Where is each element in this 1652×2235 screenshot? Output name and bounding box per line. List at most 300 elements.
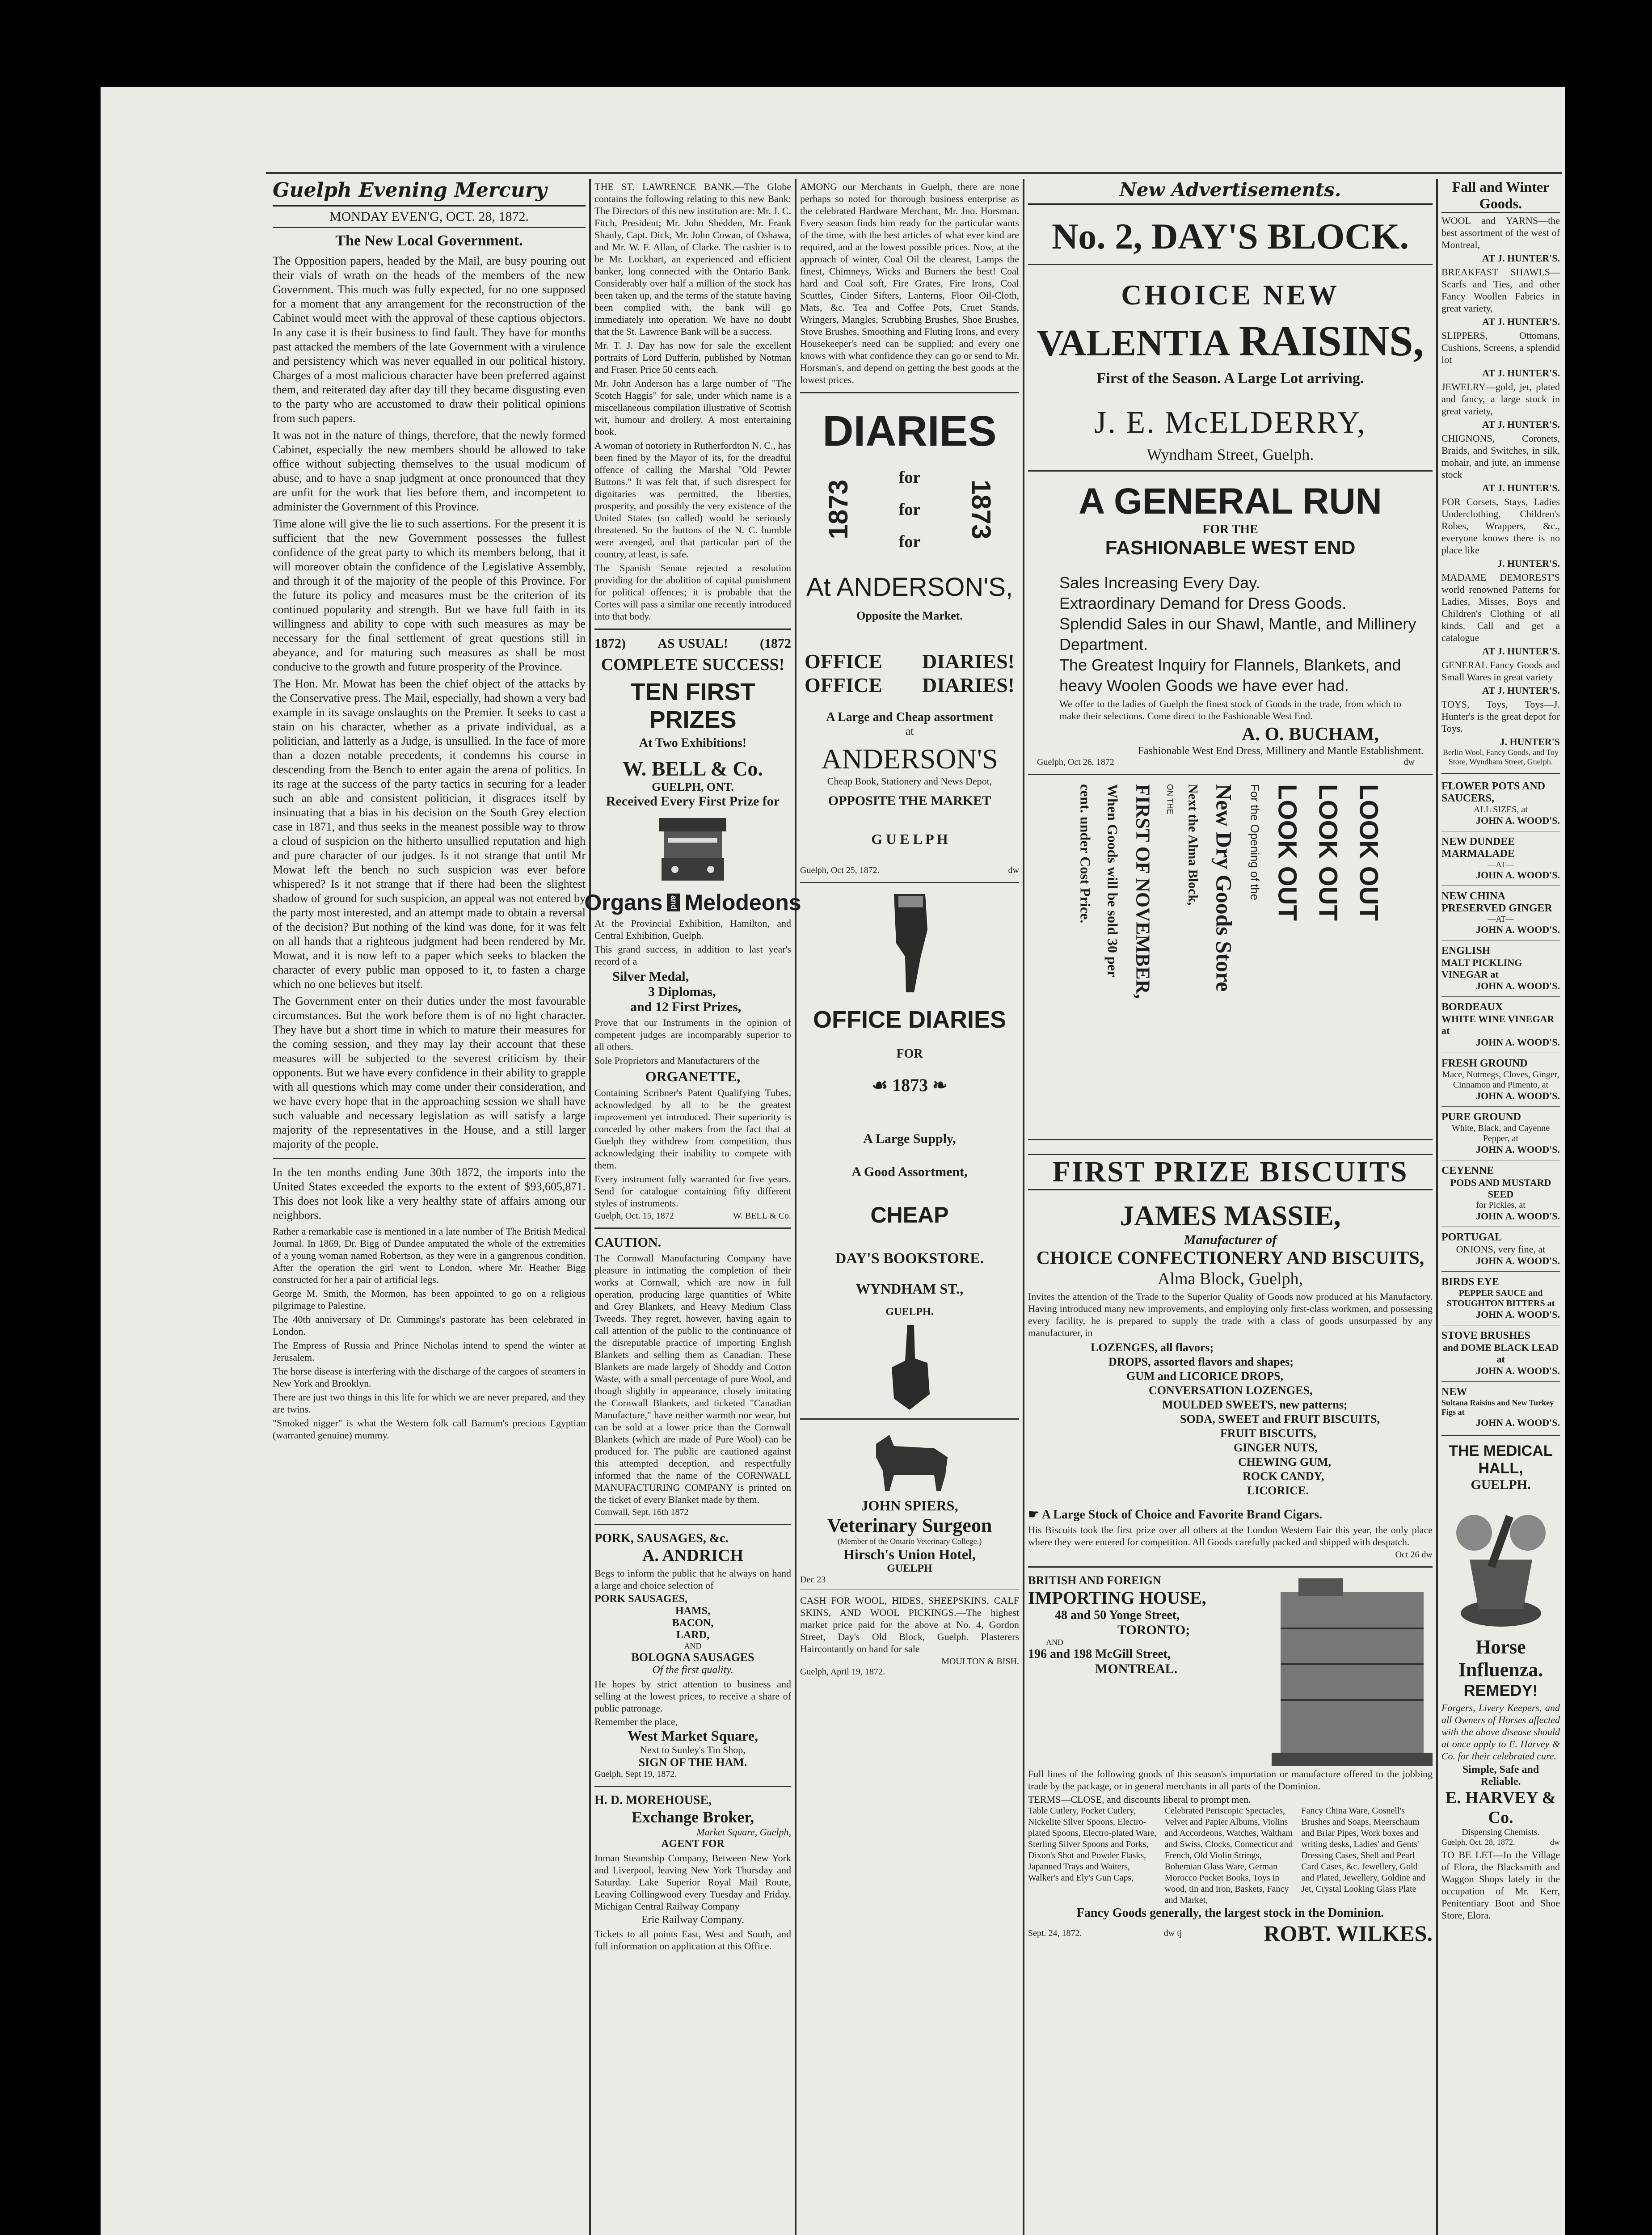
sole-proprietors: Sole Proprietors and Manufacturers of the — [594, 1055, 760, 1066]
year-label: 1873 — [892, 1075, 928, 1095]
new-advertisements-header: New Advertisements. — [1028, 179, 1433, 205]
divider — [1028, 264, 1433, 265]
ad-date: Guelph, Oct 25, 1872. — [800, 865, 880, 875]
wood-sig: JOHN A. WOOD'S. — [1476, 1144, 1560, 1155]
wood-sig: JOHN A. WOOD'S. — [1476, 924, 1560, 935]
for-label: for — [898, 532, 921, 551]
lookout-text: cent. under Cost Price. — [1077, 784, 1094, 924]
hunter-sig: AT J. HUNTER'S. — [1482, 367, 1560, 379]
year-vertical: 1873 — [966, 480, 996, 540]
fancy-goods: Fancy Goods generally, the largest stock in the Dominion. — [1076, 1906, 1384, 1920]
wood-item-sub: PODS AND MUSTARD SEED — [1450, 1177, 1551, 1200]
product-line: GINGER NUTS, — [1234, 1441, 1318, 1454]
product-line: SODA, SWEET and FRUIT BISCUITS, — [1180, 1413, 1380, 1425]
divider — [594, 1786, 791, 1787]
article-paragraph: Time alone will give the lie to such assertions. For the present it is sufficient that the new Government possesses the fullest confidence of the great party to which its members belong, that it will moreover obtain the confidence of the Legislative Assembly, and through it of the majority of the people of this Province. For the future its policy and measures must be the criterion of its continued popularity and strength. But we have full faith in its willingness and ability to cope with such measures as may be necessary for the final settlement of great questions still in abeyance, and for maturing such measures as shall be most conducive to the growth and future prosperity of the Province. — [273, 517, 586, 673]
hunter-sig: AT J. HUNTER'S. — [1482, 419, 1560, 430]
fall-winter-head: Fall and Winter Goods. — [1441, 179, 1560, 213]
medical-guelph: GUELPH. — [1471, 1477, 1531, 1492]
wood-item: FLOWER POTS AND SAUCERS, — [1441, 780, 1546, 804]
spiers-name: JOHN SPIERS, — [861, 1497, 958, 1514]
guelph-label: GUELPH. — [885, 1306, 934, 1318]
article-paragraph: The Hon. Mr. Mowat has been the chief object of the attacks by the Conservative press. The Mail, especially, had shown a very bad example in its savage onslaughts on the Premier. It seeks to cast a stain on his character, whether as a private individual, as a politician, and latterly as a Judge, is unsullied. In the face of more than a dozen notable precedents, it condemns his course in descending from the Bench to enter again the arena of politics. In its rage at the success of the party tactics in securing for a leader such an able and consistent politician, it disgraces itself by insinuating that a bias in his decision on the South Grey election case in 1871, and thus seeks in the meanest possible way to throw a cloud of suspicion on the hitherto unsullied reputation and high and pure character of our judges. Is it not strange that until Mr Mowat left the bench no such suspicion was ever before whispered? Is it not strange that if there had been the slightest shadow of ground for such suspicion, an appeal was not entered by the party most interested, and an attempt made to obtain a reversal of the decision? But nothing of the kind was done, for it was felt on all hands that a righteous judgment had been rendered by Mr. Mowat, and it is now left to a paper which seeks to blacken the character of every public man opposed to it, to fasten a charge which no one believes but itself. — [273, 677, 586, 991]
importing-house: IMPORTING HOUSE, — [1028, 1588, 1206, 1608]
goods-list: Fancy China Ware, Gosnell's Brushes and Soaps, Meerschaum and Briar Pipes, Work boxes and writing desks, Ladies' and Gents' Dressing Cases, Shell and Pearl Card Cases, &c. Jewellery, Gold and Plated, Jewellery, Goldine and Jet, Crystal Looking Glass Plate — [1301, 1806, 1425, 1894]
hunter-item: CHIGNONS, Coronets, Braids, and Switches, in silk, mohair, and jute, an immense stock — [1441, 433, 1560, 480]
hunter-sig: J. HUNTER'S — [1500, 736, 1560, 747]
bullet-line: Splendid Sales in our Shawl, Mantle, and Millinery Department. — [1059, 615, 1416, 654]
product-item: BOLOGNA SAUSAGES — [631, 1651, 754, 1664]
for-label: FOR — [896, 1047, 923, 1061]
product-line: LOZENGES, all flavors; — [1091, 1341, 1214, 1354]
ad-footer — [1028, 757, 1433, 767]
ad-code: dw — [1403, 757, 1415, 767]
news-item: Mr. T. J. Day has now for sale the excellent portraits of Lord Dufferin, published by Notman and Fraser. Price 50 cents each. — [594, 340, 791, 375]
divider — [1441, 1381, 1560, 1382]
product-line: CHEWING GUM, — [1238, 1455, 1331, 1468]
morehouse-name: H. D. MOREHOUSE, — [594, 1793, 712, 1807]
bell-name: W. BELL & Co. — [622, 757, 763, 780]
broker-address: Market Square, Guelph, — [696, 1826, 791, 1838]
vet-member: (Member of the Ontario Veterinary College.) — [837, 1537, 982, 1546]
column-new-ads — [1028, 179, 1433, 1946]
cigars-line: ☛ A Large Stock of Choice and Favorite Brand Cigars. — [1028, 1508, 1323, 1522]
wood-item: NEW — [1441, 1386, 1467, 1398]
tickets-text: Tickets to all points East, West and South, and full information on application at this Office. — [594, 1928, 791, 1952]
divider — [594, 628, 791, 630]
pointing-hand-up-icon — [883, 1323, 936, 1412]
column-rule — [795, 179, 796, 2235]
product-line: ROCK CANDY, — [1243, 1470, 1324, 1483]
article-heading: The New Local Government. — [335, 232, 523, 249]
dateline: MONDAY EVEN'G, OCT. 28, 1872. — [273, 207, 586, 228]
first-prize-biscuits: FIRST PRIZE BISCUITS — [1028, 1154, 1433, 1190]
next-to: Next to Sunley's Tin Shop, — [640, 1744, 746, 1755]
days-bookstore: DAY'S BOOKSTORE. — [835, 1250, 984, 1267]
diaries-stack — [922, 649, 1015, 697]
newspaper-page — [101, 87, 1565, 2235]
hunter-sig: AT J. HUNTER'S. — [1482, 253, 1560, 264]
and-label: AND — [1046, 1638, 1063, 1647]
column-editorial — [273, 179, 586, 1443]
andrich-hopes: He hopes by strict attention to business and selling at the lowest prices, to receive a share of public patronage. — [594, 1678, 791, 1714]
ad-date: Guelph, Oct. 28, 1872. — [1441, 1838, 1515, 1847]
product-line: FRUIT BISCUITS, — [1220, 1427, 1316, 1440]
news-item: THE ST. LAWRENCE BANK.—The Globe contains the following relating to this new Bank: The Directors of this new institution are: Mr. J. C. Fitch, President; Mr. John Shedden, Mr. Frank Shanly, Capt. Dick, Mr. John Cowan, of Oshawa, and Mr. W. F. Allan, of Clarke. The cashier is to be Mr. Lockhart, an experienced and efficient banker, long connected with the Ontario Bank. Considerably over half a million of the stock has been taken up, and the terms of the statute having been complied with, the bank will go immediately into operation. We have no doubt that the St. Lawrence Bank will be a success. — [594, 181, 791, 337]
office-diaries-block — [800, 649, 1019, 697]
cigars-text: A Large Stock of Choice and Favorite Brand Cigars. — [1041, 1508, 1323, 1522]
news-item: A woman of notoriety in Rutherfordton N. C., has been fined by the Mayor of its, for the dreadful offence of calling the Marshal "Old Pewter Buttons." It was felt that, if such disrespect for dignitaries was permitted, the liberties, prosperity, and possibly the very existence of the United States (so called) would be seriously threatened. So the buttons of the N. C. bumble were avenged, and that particular part of the country, at least, is safe. — [594, 440, 791, 560]
wood-sig: JOHN A. WOOD'S. — [1476, 1417, 1560, 1428]
product-item: PORK SAUSAGES, — [594, 1593, 688, 1605]
cheap-label: CHEAP — [870, 1202, 949, 1227]
divider — [594, 1227, 791, 1229]
first-of-season: First of the Season. A Large Lot arriving. — [1096, 370, 1364, 387]
organette-title: ORGANETTE, — [645, 1068, 741, 1084]
wood-sig: JOHN A. WOOD'S. — [1476, 1309, 1560, 1320]
news-item: The Spanish Senate rejected a resolution providing for the abolition of capital punishment for political offences; it is probable that the Cortes will pass a similar one recently introduced into that body. — [594, 562, 791, 622]
wood-item: PURE GROUND — [1441, 1111, 1521, 1123]
product-line: DROPS, assorted flavors and shapes; — [1108, 1355, 1294, 1368]
ad-footer — [1441, 1838, 1560, 1847]
hunter-sig: J. HUNTER'S. — [1497, 558, 1560, 569]
manufacturer-of: Manufacturer of — [1184, 1232, 1277, 1247]
wilkes-name: ROBT. WILKES. — [1264, 1921, 1433, 1946]
bucham-sub: Fashionable West End Dress, Millinery and Mantle Establishment. — [1138, 745, 1424, 757]
guelph-spaced: G U E L P H — [871, 831, 948, 847]
agent-for: AGENT FOR — [661, 1838, 725, 1850]
hunter-store: Berlin Wool, Fancy Goods, and Toy Store, Wyndham Street, Guelph. — [1442, 748, 1559, 766]
hunter-item: GENERAL Fancy Goods and Small Wares in great variety — [1441, 659, 1560, 683]
ad-signature: W. BELL & Co. — [733, 1211, 791, 1221]
harvey-name: E. HARVEY & Co. — [1445, 1788, 1556, 1827]
importing-house-ad — [1028, 1574, 1433, 1766]
two-exhibitions: At Two Exhibitions! — [639, 736, 747, 750]
news-item: Rather a remarkable case is mentioned in a late number of The British Medical Journal. In 1869, Dr. Bigg of Dundee amputated the whole of the extremities of a young woman named Robertson, as they were in a gangrenous condition. After the operation the girl went to London, where Mr. Heather Bigg constructed for her a pair of artificial legs. — [273, 1226, 586, 1285]
lookout-text: For the Opening of the — [1248, 784, 1262, 901]
caution-text: The Cornwall Manufacturing Company have pleasure in intimating the completion of their works at Cornwall, which are now in full operation, producing large quantities of White and Grey Blankets, and Heavy Medium Class Tweeds. They regret, however, having again to call attention of the public to the continuance of the disreputable practice of importing English Blankets and selling them as Canadian. These Blankets are made largely of Shoddy and Cotton Waste, with a small percentage of pure Wool, and though slightly in appearance, closely imitating the Cornwall Blankets, and ticketed "Canadian Manufacture," have neither warmth nor wear, but can be sold at a lower price than the Cornwall Blankets (which are made of Pure Wool) can be produced for. The public are cautioned against this attempted deception, and respectfully informed that the name of the CORNWALL MANUFACTURING COMPANY is printed on the ticket of every Blanket made by them. — [594, 1252, 791, 1505]
news-item: "Smoked nigger" is what the Western folk call Barnum's precious Egyptian (warranted genuine) mummy. — [273, 1417, 586, 1441]
office-label: OFFICE — [805, 674, 882, 696]
horse-influenza: Horse Influenza. — [1458, 1636, 1543, 1681]
news-item: There are just two things in this life for which we are never prepared, and they are twins. — [273, 1392, 586, 1415]
at-label: at — [905, 725, 914, 738]
at-dash: —AT— — [1488, 860, 1514, 869]
wood-item-sub: for Pickles, at — [1476, 1200, 1526, 1210]
wood-item-sub: Mace, Nutmegs, Cloves, Ginger, Cinnamon and Pimento, at — [1442, 1070, 1559, 1090]
office-label: OFFICE — [805, 650, 882, 673]
divider — [800, 882, 1019, 883]
horse-illustration — [858, 1426, 961, 1493]
terms: TERMS—CLOSE, and discounts liberal to prompt men. — [1028, 1794, 1251, 1805]
andrich-intro: Begs to inform the public that he always on hand a large and choice selection of — [594, 1568, 791, 1591]
at-andersons: At ANDERSON'S, — [806, 573, 1013, 602]
pointing-hand-icon — [878, 890, 941, 997]
wood-item: NEW CHINA PRESERVED GINGER — [1441, 890, 1552, 914]
diaries-title: DIARIES — [822, 407, 997, 455]
ad-date: Guelph, Sept 19, 1872. — [594, 1769, 677, 1779]
medical-hall: THE MEDICAL HALL, — [1449, 1442, 1553, 1477]
wood-item-sub: PEPPER SAUCE and STOUGHTON BITTERS at — [1446, 1288, 1555, 1308]
wood-sig: JOHN A. WOOD'S. — [1476, 815, 1560, 826]
hunter-item: JEWELRY—gold, jet, plated and fancy, a large stock in great variety, — [1441, 381, 1560, 417]
wood-item: BIRDS EYE — [1441, 1276, 1499, 1288]
raisins-label: RAISINS, — [1239, 317, 1424, 365]
product-line: LICORICE. — [1247, 1484, 1309, 1497]
hunter-item: SLIPPERS, Ottomans, Cushions, Screens, a splendid lot — [1441, 330, 1560, 365]
product-line: GUM and LICORICE DROPS, — [1126, 1370, 1284, 1383]
news-item: George M. Smith, the Mormon, has been appointed to go on a religious pilgrimage to Palestine. — [273, 1288, 586, 1311]
ad-date: Dec 23 — [800, 1575, 826, 1585]
took-prize: His Biscuits took the first prize over all others at the London Western Fair this year, the only place where they were entered for competition. All Goods carefully packed and shipped with despatch. — [1028, 1524, 1433, 1548]
ad-date: Sept. 24, 1872. — [1028, 1928, 1082, 1938]
remember-text: Remember the place, — [594, 1716, 678, 1727]
diaries-label: DIARIES! — [922, 674, 1015, 696]
hunter-item: BREAKFAST SHAWLS—Scarfs and Ties, and other Fancy Woollen Fabrics in great variety, — [1441, 266, 1560, 314]
for-label: for — [898, 500, 921, 519]
divider — [1028, 470, 1433, 472]
at-dash: —AT— — [1488, 915, 1514, 924]
column-locals — [584, 179, 801, 1954]
ad-code: dw — [1550, 1838, 1560, 1847]
importing-text — [1028, 1574, 1267, 1766]
bullet-line: The Greatest Inquiry for Flannels, Blankets, and heavy Woolen Goods we have ever had. — [1059, 656, 1401, 695]
office-stack — [805, 649, 882, 697]
divider — [273, 1158, 586, 1159]
wood-sig: JOHN A. WOOD'S. — [1476, 1365, 1560, 1376]
days-block: No. 2, DAY'S BLOCK. — [1052, 216, 1409, 257]
hunter-item: MADAME DEMOREST'S world renowned Patterns for Ladies, Misses, Boys and Children's Clothing of all kinds. Call and get a catalogue — [1441, 572, 1560, 643]
divider — [1441, 996, 1560, 997]
product-line: MOULDED SWEETS, new patterns; — [1162, 1398, 1348, 1411]
to-be-let: TO BE LET—In the Village of Elora, the Blacksmith and Waggon Shops lately in the occupation of Mr. Kerr, Penitentiary Boot and Shoe Store, Elora. — [1441, 1849, 1560, 1921]
lookout-label: LOOK OUT — [1273, 784, 1302, 921]
sign-of-ham: SIGN OF THE HAM. — [638, 1756, 747, 1769]
for-the: FOR THE — [1202, 523, 1258, 536]
year-vertical: 1873 — [823, 480, 853, 540]
divider — [1441, 1271, 1560, 1272]
opposite-the-market: OPPOSITE THE MARKET — [828, 793, 991, 808]
british-foreign: BRITISH AND FOREIGN — [1028, 1574, 1161, 1587]
product-and: AND — [684, 1641, 702, 1650]
organs-label: Organs — [584, 890, 663, 915]
lookout-label: LOOK OUT — [1354, 784, 1383, 921]
confectionery: CHOICE CONFECTIONERY AND BISCUITS, — [1036, 1248, 1424, 1269]
remedy: REMEDY! — [1463, 1681, 1538, 1699]
product-item: BACON, — [672, 1617, 714, 1629]
fashionable-west-end: FASHIONABLE WEST END — [1105, 537, 1356, 559]
lookout-text: When Goods will be sold 30 per — [1104, 784, 1121, 978]
mcelderry-name: J. E. McELDERRY, — [1094, 405, 1366, 440]
divider — [1441, 1106, 1560, 1107]
mcgill-street: 196 and 198 McGill Street, — [1028, 1647, 1171, 1661]
general-run: A GENERAL RUN — [1079, 481, 1382, 522]
wood-sig: JOHN A. WOOD'S. — [1476, 1090, 1560, 1101]
masthead-title: Guelph Evening Mercury — [273, 179, 586, 207]
wyndham-street: Wyndham Street, Guelph. — [1146, 446, 1314, 464]
bucham-name: A. O. BUCHAM, — [1242, 724, 1379, 745]
wood-sig: JOHN A. WOOD'S. — [1476, 869, 1560, 881]
valentia-label: VALENTIA — [1037, 322, 1231, 364]
guelph-label: GUELPH — [887, 1563, 932, 1574]
diaries-years — [800, 456, 1019, 563]
hunter-item: FOR Corsets, Stays, Ladies Underclothing, Children's Robes, Wrappers, &c., everyone knows there is no place like — [1441, 496, 1560, 556]
alma-block: Alma Block, Guelph, — [1157, 1269, 1303, 1288]
wood-item: FRESH GROUND — [1441, 1058, 1528, 1069]
quality-note: Of the first quality. — [652, 1664, 733, 1676]
column-fall-goods — [1441, 179, 1560, 1923]
wood-item-sub: WHITE WINE VINEGAR at — [1441, 1013, 1555, 1036]
article-paragraph: The Opposition papers, headed by the Mail, are busy pouring out their vials of wrath on the heads of the members of the new Government. This much was fully expected, for no one supposed for a moment that any arrangement for the reconstruction of the Cabinet would meet with the approval of these captious objectors. In any case it is their business to find fault. They have for months past attacked the members of the late Government with a virulence and persistency which was never equalled in our political history. Charges of a most malicious character have been preferred against them, and reiterated day after day till they became disgusting even to the party who are accustomed to draw their political opinions from such papers. — [273, 254, 586, 425]
cash-wool-ad: CASH FOR WOOL, HIDES, SHEEPSKINS, CALF SKINS, AND WOOL PICKINGS.—The highest market price paid for the above at No. 4, Gordon Street, Day's Old Block, Guelph. Plasterers Haircontantly on hand for sale — [800, 1595, 1019, 1654]
organette-desc: Containing Scribner's Patent Qualifying Tubes, acknowledged by all to be the greatest improvement yet introduced. Their superiority is conceded by other makers from the fact that at Guelph they withdrew from competition, thus acknowledging their inability to compete with them. — [594, 1087, 791, 1171]
valentia-raisins — [1028, 316, 1433, 366]
union-hotel: Hirsch's Union Hotel, — [843, 1546, 976, 1562]
melodeons-label: Melodeons — [684, 890, 801, 915]
for-stack — [899, 461, 921, 558]
toronto: TORONTO; — [1117, 1623, 1190, 1637]
hunter-item: TOYS, Toys, Toys—J. Hunter's is the great depot for Toys. — [1441, 699, 1560, 734]
dispensing-chemists: Dispensing Chemists. — [1462, 1827, 1540, 1837]
wood-item: BORDEAUX — [1441, 1001, 1503, 1013]
wood-sig: JOHN A. WOOD'S. — [1476, 1255, 1560, 1266]
first-of-november: FIRST OF NOVEMBER, — [1132, 784, 1154, 999]
bell-location: GUELPH, ONT. — [652, 780, 734, 793]
agent-list: Inman Steamship Company, Between New York and Liverpool, leaving New York Thursday and Saturday. Lake Superior Royal Mail Route, Leaving Collingwood every Tuesday and Friday. Michigan Central Railway Company — [594, 1852, 791, 1912]
wood-item-sub: Sultana Raisins and New Turkey Figs at — [1441, 1398, 1554, 1417]
divider — [800, 1418, 1019, 1420]
vet-surgeon: Veterinary Surgeon — [827, 1514, 992, 1536]
erie-railway: Erie Railway Company. — [641, 1914, 744, 1926]
complete-success: COMPLETE SUCCESS! — [601, 655, 785, 674]
divider — [1441, 1435, 1560, 1436]
hunter-sig: AT J. HUNTER'S. — [1482, 482, 1560, 493]
wyndham-st: WYNDHAM ST., — [856, 1281, 964, 1297]
ad-date: Guelph, Oct 26, 1872 — [1037, 757, 1114, 767]
wood-sig: JOHN A. WOOD'S. — [1476, 980, 1560, 991]
large-cheap: A Large and Cheap assortment — [826, 710, 993, 724]
exchange-broker: Exchange Broker, — [631, 1808, 754, 1826]
ad-date: Guelph, April 19, 1872. — [800, 1667, 885, 1677]
first-prizes: and 12 First Prizes, — [630, 999, 742, 1014]
organs-melodeons — [584, 890, 801, 915]
ad-footer — [594, 1211, 791, 1221]
wood-item-sub: MALT PICKLING VINEGAR at — [1441, 957, 1522, 980]
andrich-name: A. ANDRICH — [642, 1546, 743, 1565]
wood-sig: JOHN A. WOOD'S. — [1476, 1210, 1560, 1222]
lookout-text: ON THE — [1165, 784, 1175, 814]
yonge-street: 48 and 50 Yonge Street, — [1055, 1608, 1180, 1622]
wood-item-sub: White, Black, and Cayenne Pepper, at — [1451, 1123, 1550, 1143]
column-rule — [1023, 179, 1024, 2235]
massie-name: JAMES MASSIE, — [1120, 1200, 1341, 1231]
cheap-book-depot: Cheap Book, Stationery and News Depot, — [827, 776, 992, 787]
column-rule — [589, 179, 591, 2235]
diplomas: 3 Diplomas, — [648, 984, 716, 999]
ad-code: dw — [1008, 865, 1019, 875]
diaries-label: DIARIES! — [922, 650, 1015, 673]
offer-text: We offer to the ladies of Guelph the finest stock of Goods in the trade, from which to make their selections. Come direct to the Fashionable West End. — [1059, 698, 1401, 721]
divider — [1028, 1139, 1433, 1140]
product-item: LARD, — [676, 1629, 709, 1641]
goods-list: Table Cutlery, Pocket Cutlery, Nickelite Silver Spoons, Electro-plated Spoons, Electro-plated Ware, Sterling Silver Spoons and Forks, Dixon's Shot and Powder Flasks, Japanned Trays and Waiters, Walker's and Ely's Gun Caps, — [1028, 1806, 1157, 1883]
news-item: The 40th anniversary of Dr. Cummings's pastorate has been celebrated in London. — [273, 1314, 586, 1337]
divider — [1028, 774, 1433, 775]
wood-item: ENGLISH — [1441, 945, 1491, 957]
lookout-text: Next the Alma Block, — [1185, 784, 1201, 906]
large-supply: A Large Supply, — [863, 1131, 956, 1146]
mortar-illustration — [1447, 1497, 1555, 1631]
horsman-ad: AMONG our Merchants in Guelph, there are none perhaps so noted for thorough business enterprise as the celebrated Hardware Merchant, Mr. Jno. Horsman. Every season finds him ready for the particular wants of the time, with the best articles of what ever kind are required, and at the lowest possible prices. Now, at the approach of winter, Coal Oil the clearest, Lamps the finest, Chimneys, Wicks and Burners the best! Coal hard and Coal soft, Fire Grates, Fire Irons, Coal Scuttles, Cinder Sifters, Lanterns, Floor Oil-Cloth, Mats, &c. Tea and Coffee Pots, Cruet Stands, Wringers, Mangles, Scrubbing Brushes, Shoe Brushes, Stove Brushes, Smoothing and Fluting Irons, and every Housekeeper's need can be supplied; and every one knows with what confidence they can go or send to Mr. Horsman's, and depend on getting the best goods at the lowest prices. — [800, 181, 1019, 385]
bullet-line: Extraordinary Demand for Dress Goods. — [1059, 594, 1347, 612]
good-assortment: A Good Assortment, — [851, 1164, 968, 1179]
wood-item: PORTUGAL — [1441, 1231, 1502, 1243]
ad-date: Cornwall, Sept. 16th 1872 — [594, 1507, 689, 1517]
wood-sig: JOHN A. WOOD'S. — [1476, 1037, 1560, 1048]
bullet-line: Sales Increasing Every Day. — [1059, 574, 1260, 592]
montreal: MONTREAL. — [1095, 1661, 1178, 1676]
wood-item: CEYENNE — [1441, 1165, 1494, 1177]
caution-title: CAUTION. — [594, 1235, 662, 1250]
ad-date: Guelph, Oct. 15, 1872 — [594, 1211, 674, 1221]
article-paragraph: It was not in the nature of things, therefore, that the newly formed Cabinet, especially the new members should be allowed to take office without subjecting themselves to the usual modicum of abuse, and to have a snap judgment at once pronounced that they are unfit for the work that lies before them, and incompetent to administer the Government of this Province. — [273, 429, 586, 513]
hunter-item: WOOL and YARNS—the best assortment of the west of Montreal, — [1441, 215, 1560, 250]
building-illustration — [1272, 1574, 1433, 1766]
for-label: for — [898, 468, 921, 487]
year-banner — [594, 636, 791, 651]
wood-item-sub: ONIONS, very fine, at — [1456, 1244, 1546, 1255]
product-item: HAMS, — [675, 1605, 710, 1617]
wood-item-sub: and DOME BLACK LEAD at — [1442, 1342, 1559, 1365]
divider — [1028, 1566, 1433, 1568]
ad-footer — [800, 865, 1019, 876]
ad-code: Oct 26 dw — [1395, 1550, 1433, 1560]
organ-illustration — [655, 814, 731, 885]
west-end-bullets — [1028, 573, 1433, 696]
wood-item-sub: ALL SIZES, at — [1474, 805, 1528, 814]
divider — [594, 1524, 791, 1525]
full-lines: Full lines of the following goods of this season's importation or manufacture offered to the jobbing trade by the package, or in general merchants in all parts of the Dominion. — [1028, 1768, 1433, 1792]
forgers-text: Forgers, Livery Keepers, and all Owners of Horses affected with the above disease should at once apply to E. Harvey & Co. for their celebrated cure. — [1441, 1702, 1560, 1762]
lookout-ad — [1028, 784, 1433, 1133]
pork-title: PORK, SAUSAGES, &c. — [594, 1531, 729, 1545]
top-rule — [266, 172, 1562, 174]
wood-item: STOVE BRUSHES — [1441, 1330, 1530, 1341]
news-item: The Empress of Russia and Prince Nicholas intend to spend the winter at Jerusalem. — [273, 1340, 586, 1363]
news-item: Mr. John Anderson has a large number of "The Scotch Haggis" for sale, under which name is a miscellaneous compilation illustrative of Scottish wit, humour and drollery. A most entertaining book. — [594, 378, 791, 437]
ten-first-prizes: TEN FIRST PRIZES — [630, 679, 755, 733]
year-right: (1872 — [760, 636, 791, 651]
hunter-sig: AT J. HUNTER'S. — [1482, 645, 1560, 657]
massie-invites: Invites the attention of the Trade to the Superior Quality of Goods now produced at his Manufactory. Having introduced many new improvements, and employing only first-class workmen, and possessing every facility, he is prepared to supply the trade with a class of goods unsurpassed by any manufacturer, in — [1028, 1291, 1433, 1338]
andersons-name: ANDERSON'S — [821, 743, 998, 775]
year-left: 1872) — [594, 636, 626, 651]
lookout-label: LOOK OUT — [1313, 784, 1343, 921]
choice-new: CHOICE NEW — [1121, 279, 1340, 311]
as-usual: AS USUAL! — [657, 636, 728, 651]
silver-medal: Silver Medal, — [612, 969, 689, 984]
ad-code: dw tj — [1163, 1928, 1182, 1938]
opposite-market: Opposite the Market. — [856, 609, 963, 622]
goods-list: Celebrated Periscopic Spectacles, Velvet and Papier Albums, Violins and Accordeons, Watches, Waltham and Swiss, Clocks, Connecticut and French, Old Violin Strings, Bohemian Glass Ware, German Morocco Pocket Books, Toys in wood, tin and iron, Baskets, Fancy and Market, — [1164, 1806, 1293, 1905]
proves-text: Prove that our Instruments in the opinion of competent judges are incomparably superior to all others. — [594, 1017, 791, 1052]
office-diaries-title: OFFICE DIARIES — [813, 1006, 1007, 1033]
hunter-sig: AT J. HUNTER'S. — [1482, 316, 1560, 327]
warranted-text: Every instrument fully warranted for five years. Send for catalogue containing fifty different styles of instruments. — [594, 1173, 791, 1209]
column-rule — [1436, 179, 1438, 2235]
massie-products — [1028, 1341, 1433, 1498]
divider — [1441, 773, 1560, 774]
grand-success: This grand success, in addition to last year's record of a — [594, 944, 791, 967]
divider — [800, 392, 1019, 393]
moulton-bish: MOULTON & BISH. — [941, 1657, 1019, 1666]
news-item: The horse disease is interfering with the discharge of the cargoes of steamers in New York and Brooklyn. — [273, 1366, 586, 1389]
column-diaries — [800, 179, 1019, 1677]
simple-safe: Simple, Safe and Reliable. — [1462, 1764, 1539, 1788]
goods-lists — [1028, 1805, 1433, 1906]
and-label: and — [667, 894, 680, 911]
article-paragraph: The Government enter on their duties under the most favourable circumstances. But the work before them is of no light character. They have but a short time in which to mature their measures for the coming session, and they may lay their account that these measures will be subjected to the severest criticism by their opponents. But we have every confidence in their ability to grapple with all questions which may come under their consideration, and we have every hope that in the approaching session we shall have such valuable and necessary legislation as will satisfy a large majority of the representatives in the House, and a still larger majority of the people. — [273, 995, 586, 1151]
exhibition-text: At the Provincial Exhibition, Hamilton, and Central Exhibition, Guelph. — [594, 918, 791, 941]
wood-item: NEW DUNDEE MARMALADE — [1441, 836, 1515, 860]
west-market: West Market Square, — [628, 1728, 758, 1744]
wilkes-footer — [1028, 1920, 1433, 1946]
product-line: CONVERSATION LOZENGES, — [1149, 1384, 1313, 1397]
news-item: In the ten months ending June 30th 1872, the imports into the United States exceeded the exports to the extent of $93,605,871. This does not look like a very healthy state of affairs among our neighbors. — [273, 1166, 586, 1222]
year-1873: ☙ 1873 ❧ — [872, 1075, 948, 1095]
hunter-sig: AT J. HUNTER'S. — [1482, 685, 1560, 696]
received-prize: Received Every First Prize for — [606, 794, 780, 809]
